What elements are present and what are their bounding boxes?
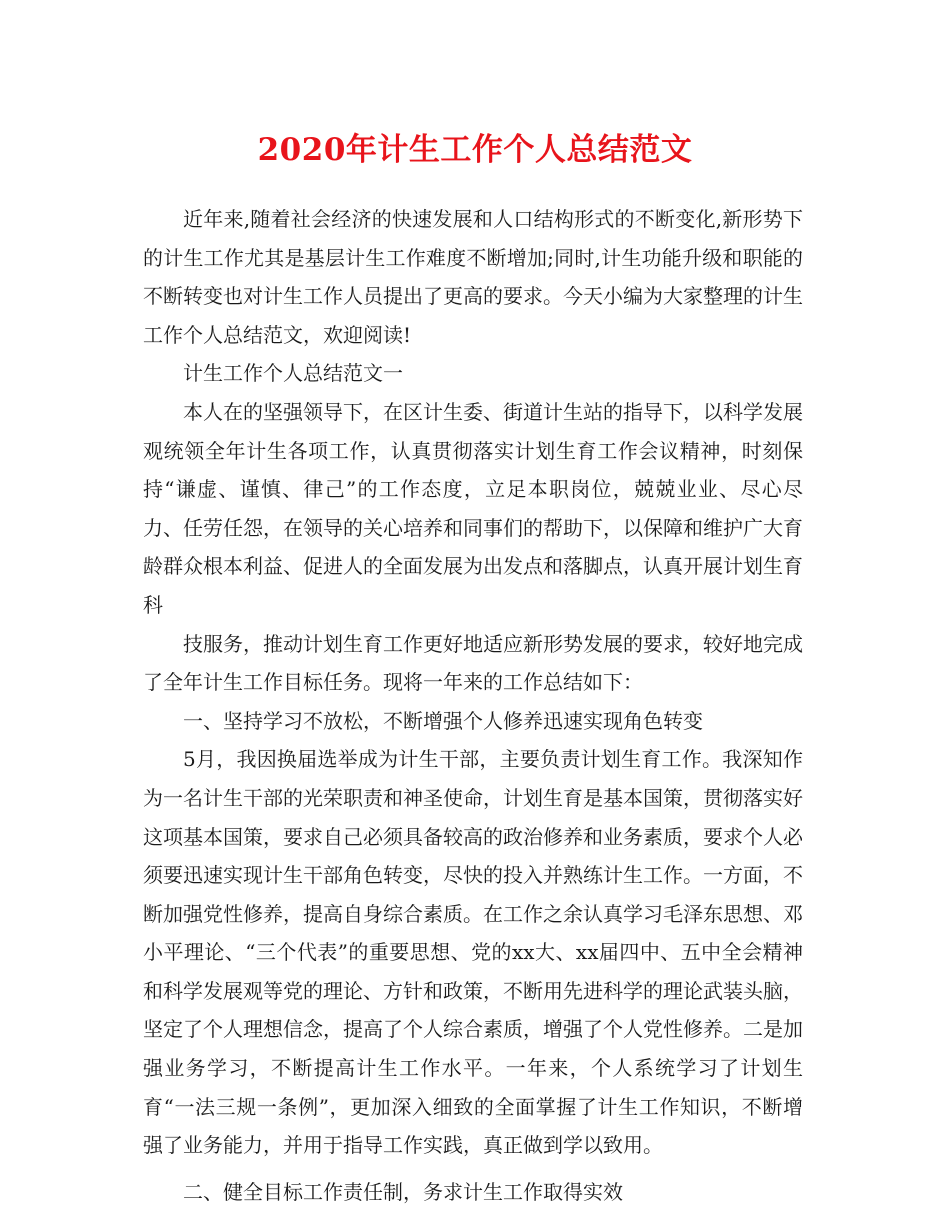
paragraph-continuation: 技服务，推动计划生育工作更好地适应新形势发展的要求，较好地完成了全年计生工作目标任务。现将一年来的工作总结如下： [143, 631, 803, 695]
paragraph-section-one-heading: 一、坚持学习不放松，不断增强个人修养迅速实现角色转变 [183, 708, 703, 733]
paragraph-section-two-heading: 二、健全目标工作责任制，务求计生工作取得实效 [183, 1179, 623, 1204]
paragraph-heading-sample-one: 计生工作个人总结范文一 [183, 361, 403, 386]
document-title: 2020年计生工作个人总结范文 [257, 132, 693, 168]
document-body [143, 200, 803, 1211]
paragraph-opening: 本人在的坚强领导下，在区计生委、街道计生站的指导下，以科学发展观统领全年计生各项工作，认真贯彻落实计划生育工作会议精神，时刻保持“谦虚、谨慎、律己”的工作态度，立足本职岗位，兢兢业业、尽心尽力、任劳任怨，在领导的关心培养和同事们的帮助下，以保障和维护广大育龄群众根本利益、促进人的全面发展为出发点和落脚点，认真开展计划生育科 [143, 399, 803, 617]
paragraph-intro: 近年来,随着社会经济的快速发展和人口结构形式的不断变化,新形势下的计生工作尤其是基层计生工作难度不断增加;同时,计生功能升级和职能的不断转变也对计生工作人员提出了更高的要求。今天小编为大家整理的计生工作个人总结范文，欢迎阅读! [143, 207, 803, 347]
paragraph-section-one-body: 5月，我因换届选举成为计生干部，主要负责计划生育工作。我深知作为一名计生干部的光荣职责和神圣使命，计划生育是基本国策，贯彻落实好这项基本国策，要求自己必须具备较高的政治修养和业务素质，要求个人必须要迅速实现计生干部角色转变，尽快的投入并熟练计生工作。一方面，不断加强党性修养，提高自身综合素质。在工作之余认真学习毛泽东思想、邓小平理论、“三个代表”的重要思想、党的xx大、xx届四中、五中全会精神和科学发展观等党的理论、方针和政策，不断用先进科学的理论武装头脑，坚定了个人理想信念，提高了个人综合素质，增强了个人党性修养。二是加强业务学习，不断提高计生工作水平。一年来，个人系统学习了计划生育“一法三规一条例”，更加深入细致的全面掌握了计生工作知识，不断增强了业务能力，并用于指导工作实践，真正做到学以致用。 [143, 747, 803, 1158]
